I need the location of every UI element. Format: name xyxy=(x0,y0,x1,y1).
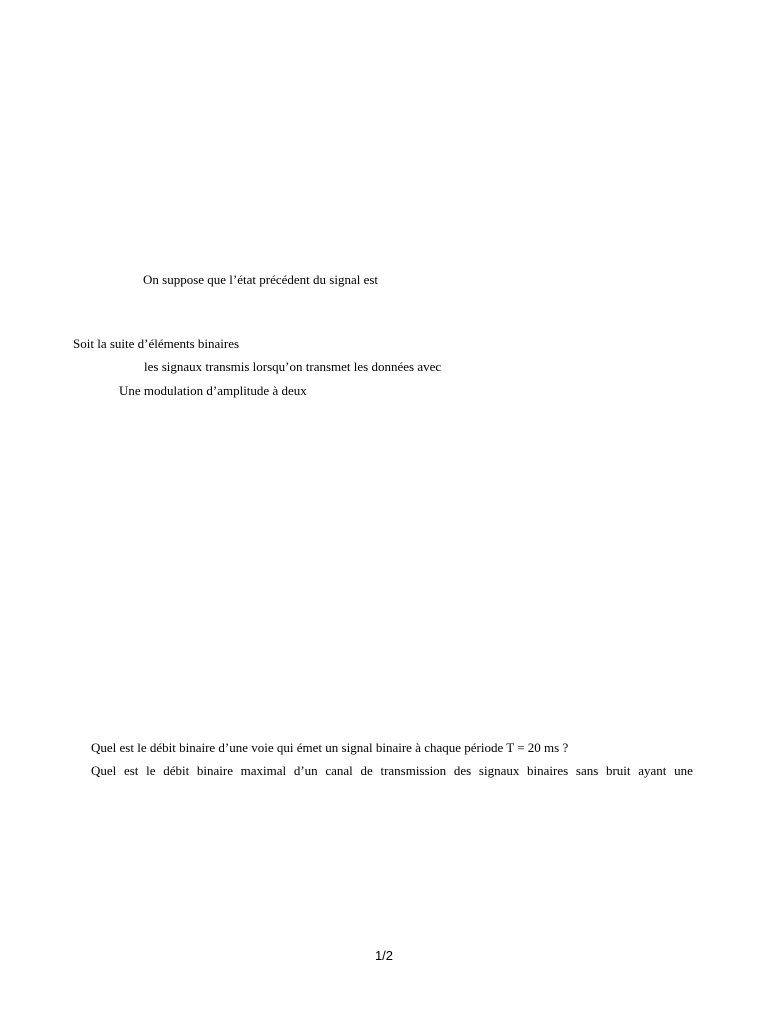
word: sans xyxy=(575,763,599,778)
word: des xyxy=(453,763,472,778)
word: signaux xyxy=(478,763,520,778)
word: le xyxy=(146,763,156,778)
word: maximal xyxy=(240,763,287,778)
text-line-transmitted-signals: les signaux transmis lorsqu’on transmet les données avec xyxy=(144,359,442,374)
text-line-previous-state: On suppose que l’état précédent du signal est xyxy=(143,272,379,287)
word: de xyxy=(360,763,373,778)
word: ayant xyxy=(638,763,667,778)
page-number: 1/2 xyxy=(374,948,394,963)
word: binaires xyxy=(527,763,569,778)
word: canal xyxy=(325,763,353,778)
text-line-binary-sequence: Soit la suite d’éléments binaires xyxy=(73,336,240,351)
question-max-bit-rate xyxy=(91,763,693,779)
word: une xyxy=(674,763,693,778)
word: transmission xyxy=(380,763,447,778)
word: bruit xyxy=(605,763,631,778)
text-line-amplitude-modulation: Une modulation d’amplitude à deux xyxy=(119,383,307,398)
word: Quel xyxy=(91,763,117,778)
word: débit xyxy=(163,763,190,778)
word: binaire xyxy=(196,763,233,778)
question-bit-rate: Quel est le débit binaire d’une voie qui émet un signal binaire à chaque période T = 20 ms ? xyxy=(91,740,569,755)
word: d’un xyxy=(293,763,318,778)
word: est xyxy=(123,763,139,778)
